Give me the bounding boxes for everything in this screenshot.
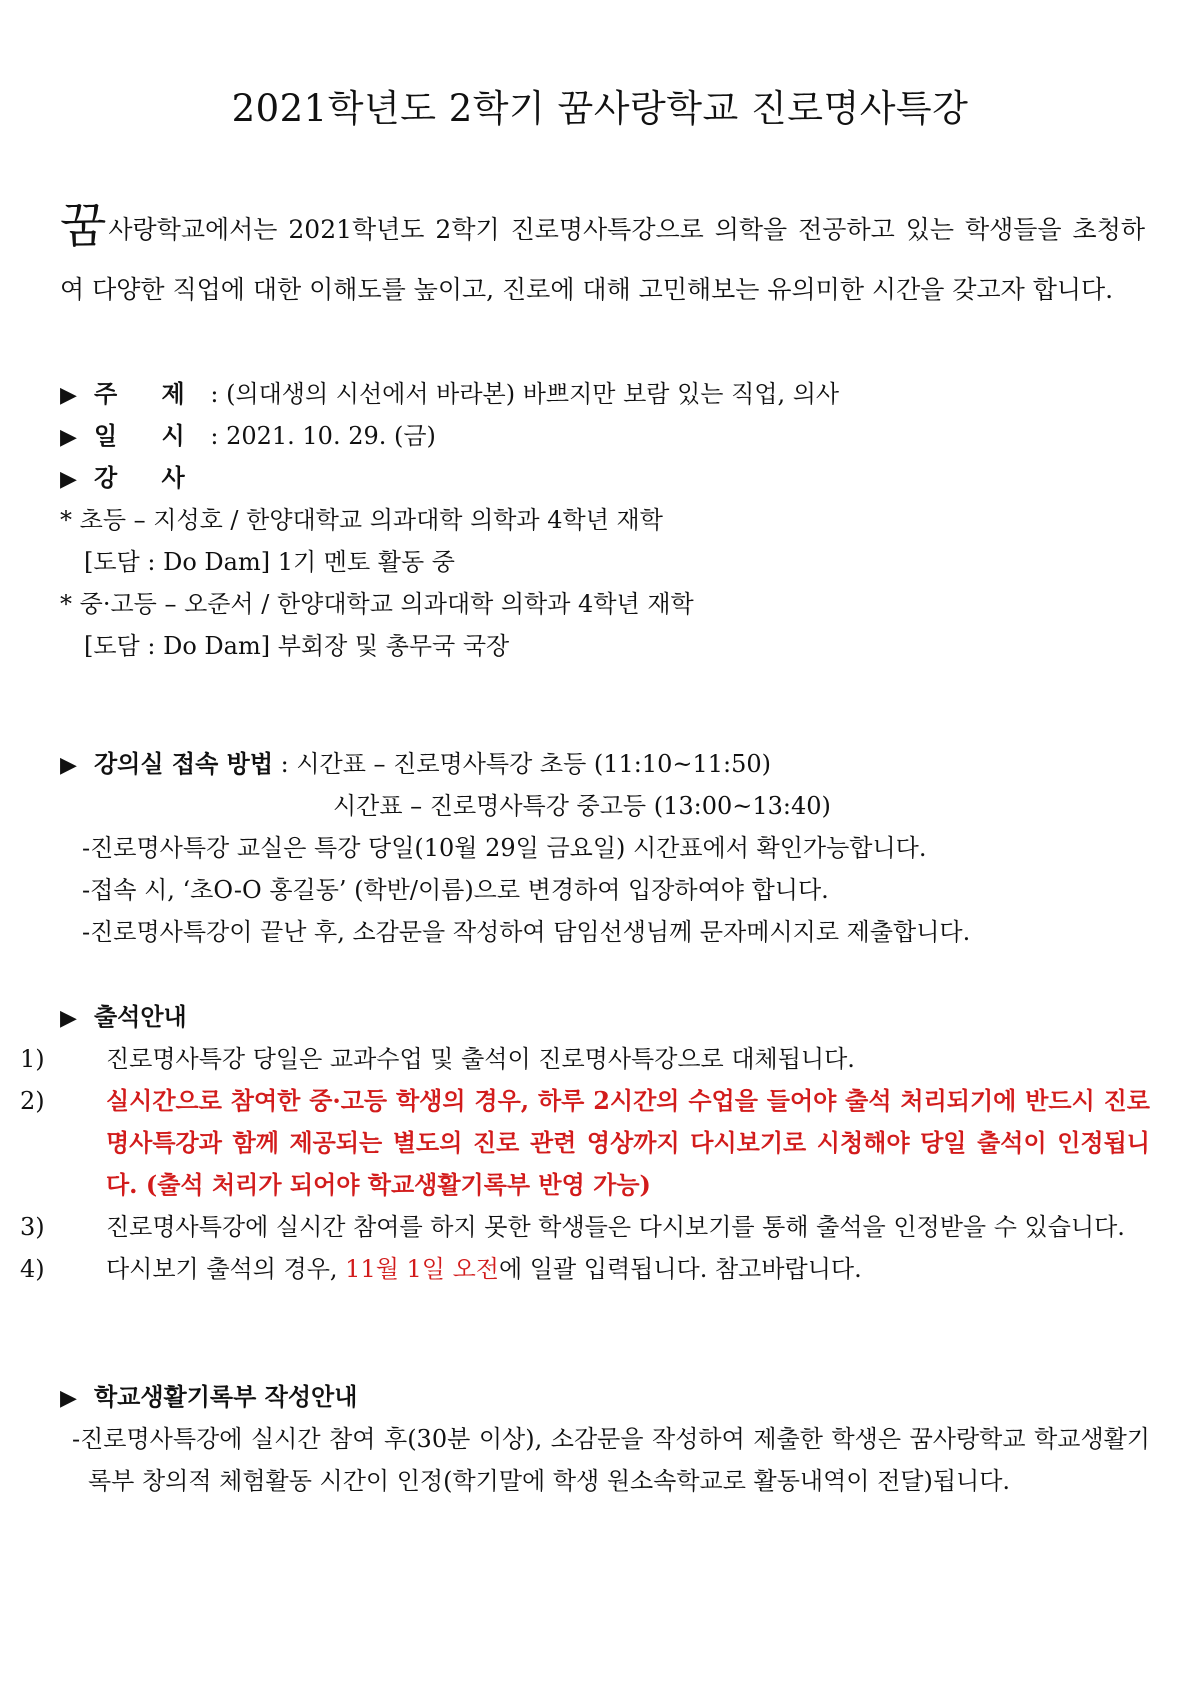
- item-text: 에 일괄 입력됩니다. 참고바랍니다.: [498, 1255, 862, 1283]
- intro-dropcap: 꿈: [60, 198, 107, 254]
- record-text: -진로명사특강에 실시간 참여 후(30분 이상), 소감문을 작성하여 제출한 학생은 꿈사랑학교 학교생활기록부 창의적 체험활동 시간이 인정(학기말에 학생 원소속학교로 활동내역이 전달)됩니다.: [72, 1425, 1150, 1495]
- topic-row: [60, 373, 1150, 415]
- intro-text: 사랑학교에서는 2021학년도 2학기 진로명사특강으로 의학을 전공하고 있는 학생들을 초청하여 다양한 직업에 대한 이해도를 높이고, 진로에 대해 고민해보는 유의미한 시간을 갖고자 합니다.: [60, 215, 1145, 304]
- access-section: [60, 743, 1150, 953]
- lecturer-row: [60, 457, 1150, 499]
- item-number: 2): [20, 1087, 45, 1115]
- replay-date-highlight: 11월 1일 오전: [345, 1255, 499, 1283]
- date-value: : 2021. 10. 29. (금): [202, 422, 436, 450]
- record-label: 학교생활기록부 작성안내: [94, 1382, 358, 1411]
- lecturer-secondary: * 중·고등 – 오준서 / 한양대학교 의과대학 의학과 4학년 재학: [60, 590, 694, 618]
- bullet-icon: ▶: [60, 753, 77, 778]
- topic-value: : (의대생의 시선에서 바라본) 바쁘지만 보람 있는 직업, 의사: [202, 380, 840, 408]
- date-label: 일 시: [94, 421, 203, 450]
- attendance-item-4: [20, 1248, 1150, 1290]
- access-time-secondary: 시간표 – 진로명사특강 중고등 (13:00~13:40): [333, 792, 831, 820]
- attendance-item-2: [20, 1080, 1150, 1206]
- topic-label: 주 제: [94, 379, 203, 408]
- intro-paragraph: [60, 200, 1145, 320]
- access-note: -진로명사특강이 끝난 후, 소감문을 작성하여 담임선생님께 문자메시지로 제출합니다.: [82, 918, 971, 946]
- attendance-label: 출석안내: [94, 1002, 187, 1031]
- access-label: 강의실 접속 방법: [94, 749, 273, 778]
- bullet-icon: ▶: [60, 425, 77, 450]
- info-section: [60, 373, 1150, 667]
- lecturer-elementary: * 초등 – 지성호 / 한양대학교 의과대학 의학과 4학년 재학: [60, 506, 663, 534]
- bullet-icon: ▶: [60, 1006, 77, 1031]
- date-row: [60, 415, 1150, 457]
- record-heading: [60, 1376, 1150, 1418]
- attendance-item-3: [20, 1206, 1150, 1248]
- item-text: 진로명사특강 당일은 교과수업 및 출석이 진로명사특강으로 대체됩니다.: [106, 1045, 855, 1073]
- bullet-icon: ▶: [60, 383, 77, 408]
- access-time-elementary: 시간표 – 진로명사특강 초등 (11:10~11:50): [296, 750, 772, 778]
- item-number: 3): [20, 1213, 45, 1241]
- access-note: -진로명사특강 교실은 특강 당일(10월 29일 금요일) 시간표에서 확인가능합니다.: [82, 834, 927, 862]
- access-note: -접속 시, ‘초O-O 홍길동’ (학반/이름)으로 변경하여 입장하여야 합니다.: [82, 876, 829, 904]
- attendance-heading: [60, 996, 1150, 1038]
- lecturer-elementary-role: [도담 : Do Dam] 1기 멘토 활동 중: [84, 548, 455, 576]
- page-title: 2021학년도 2학기 꿈사랑학교 진로명사특강: [231, 87, 969, 130]
- attendance-section: [20, 996, 1150, 1290]
- access-row: [60, 743, 1150, 785]
- bullet-icon: ▶: [60, 467, 77, 492]
- attendance-item-1: [20, 1038, 1150, 1080]
- item-text-highlighted: 실시간으로 참여한 중·고등 학생의 경우, 하루 2시간의 수업을 들어야 출석 처리되기에 반드시 진로명사특강과 함께 제공되는 별도의 진로 관련 영상까지 다시보기로 시청해야 당일 출석이 인정됩니다. (출석 처리가 되어야 학교생활기록부 반영 가능): [106, 1086, 1150, 1199]
- item-text: 다시보기 출석의 경우,: [106, 1255, 346, 1283]
- record-section: [60, 1376, 1150, 1502]
- bullet-icon: ▶: [60, 1386, 77, 1411]
- item-text: 진로명사특강에 실시간 참여를 하지 못한 학생들은 다시보기를 통해 출석을 인정받을 수 있습니다.: [106, 1213, 1125, 1241]
- lecturer-label: 강 사: [94, 463, 203, 492]
- item-number: 1): [20, 1045, 45, 1073]
- access-sep: :: [273, 750, 297, 778]
- lecturer-secondary-role: [도담 : Do Dam] 부회장 및 총무국 국장: [84, 632, 510, 660]
- item-number: 4): [20, 1255, 45, 1283]
